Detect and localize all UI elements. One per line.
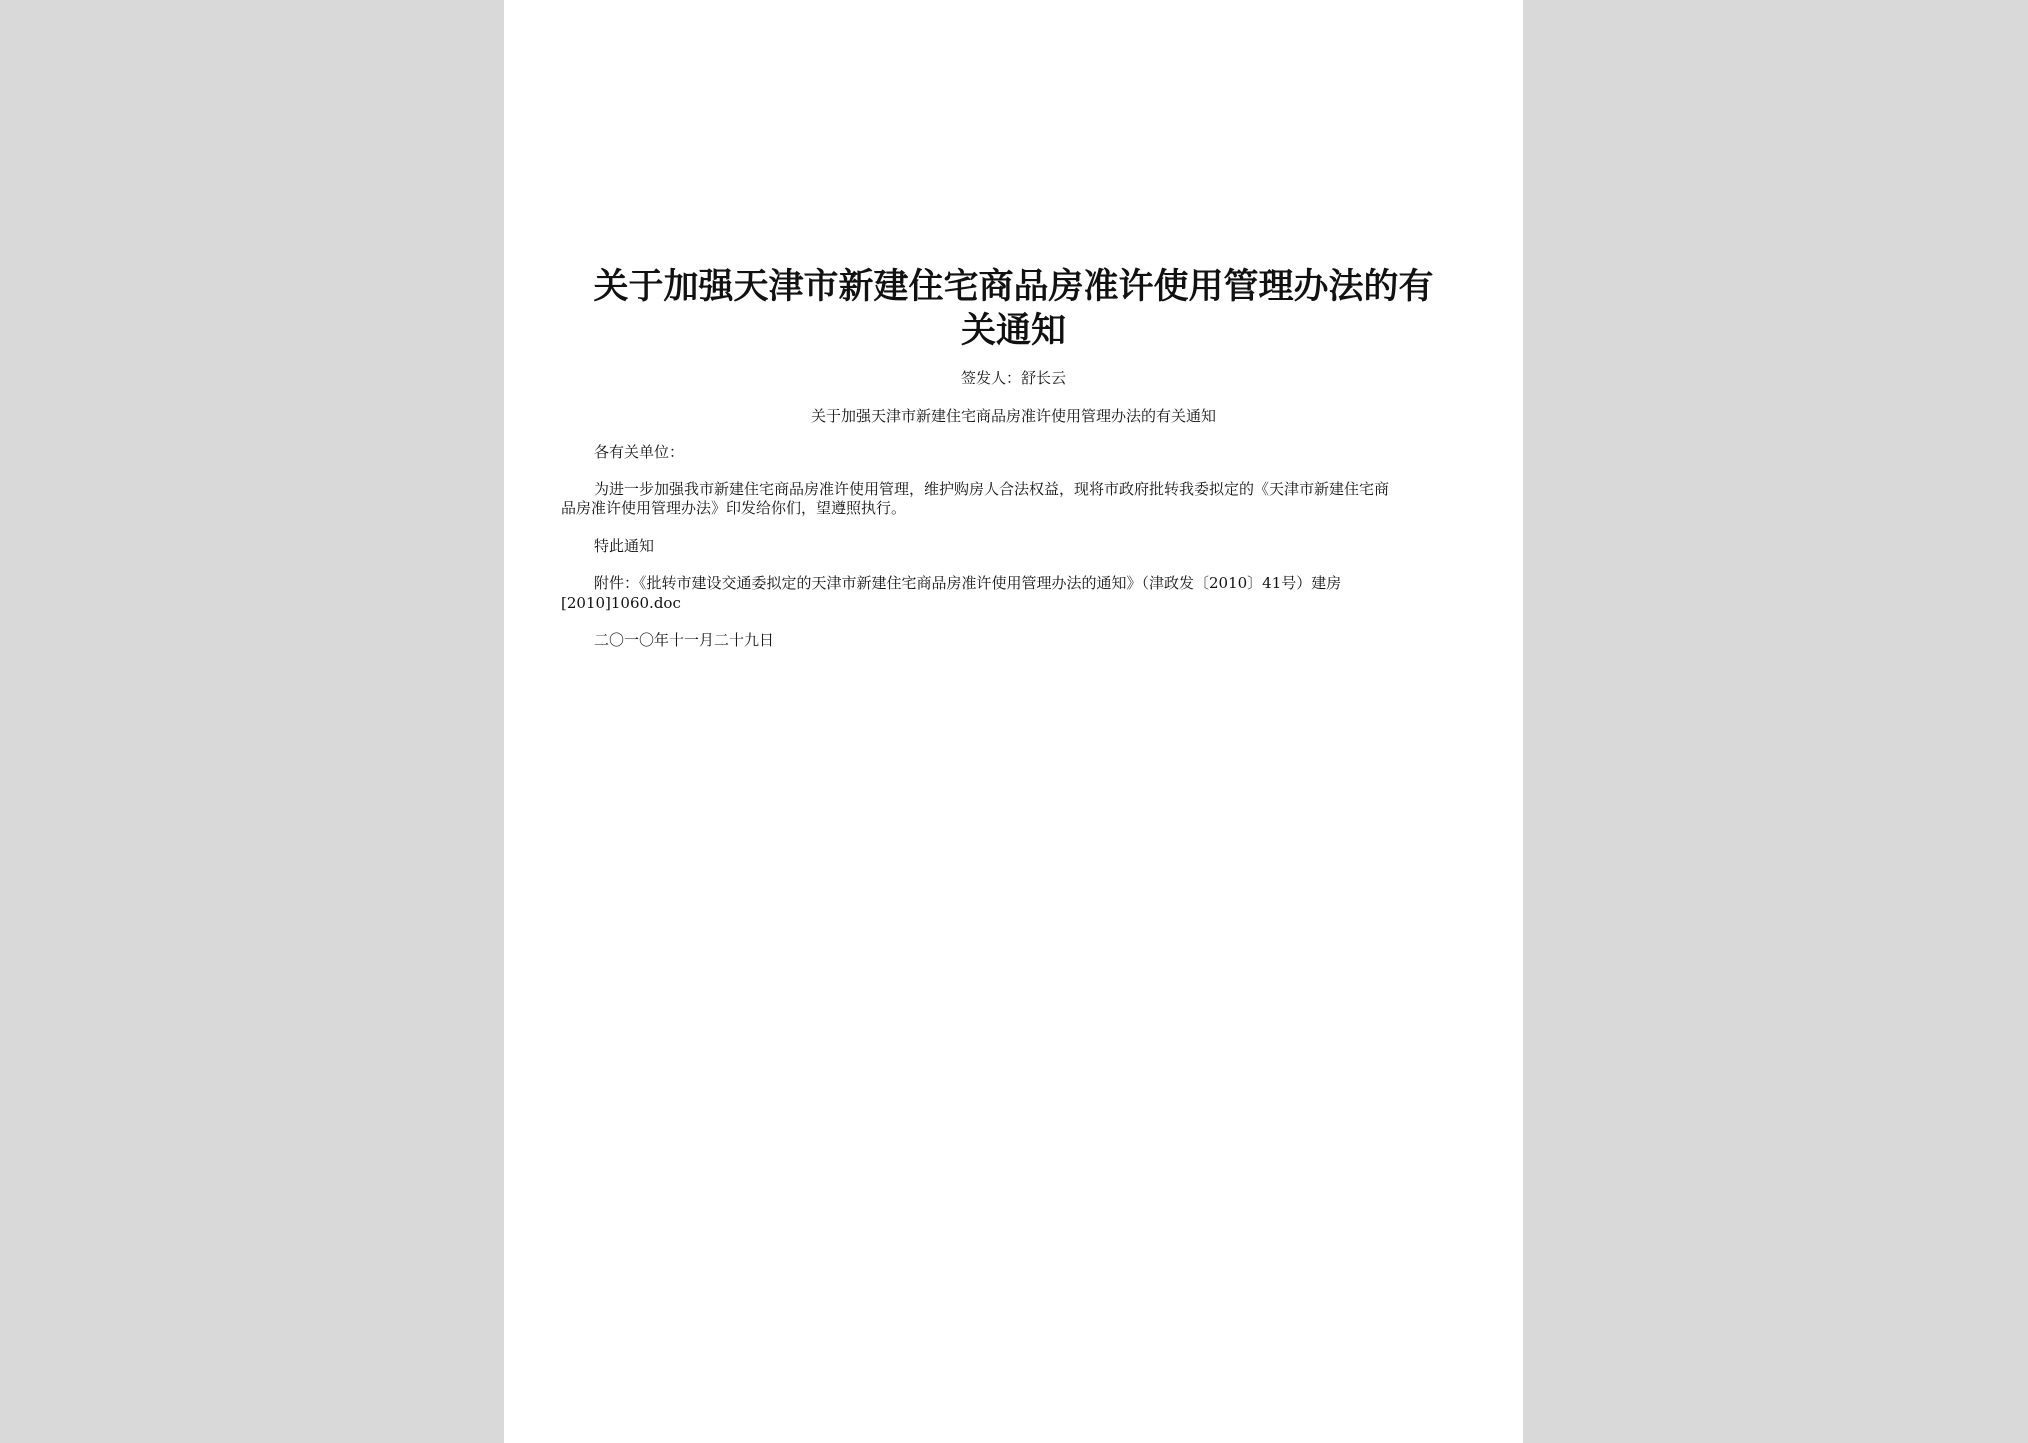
document-subtitle: 关于加强天津市新建住宅商品房准许使用管理办法的有关通知 (810, 407, 1216, 425)
notice-line: 特此通知 (594, 537, 655, 555)
document-date: 二〇一〇年十一月二十九日 (594, 631, 775, 649)
salutation: 各有关单位： (594, 443, 685, 461)
body-paragraph-line2: 品房准许使用管理办法》印发给你们，望遵照执行。 (561, 499, 907, 517)
signer-line: 签发人：舒长云 (960, 369, 1066, 387)
document-page (504, 0, 1523, 1443)
attachment-line2[interactable]: [2010]1060.doc (561, 594, 681, 612)
attachment-line1[interactable]: 附件：《批转市建设交通委拟定的天津市新建住宅商品房准许使用管理办法的通知》（津政发〔2010〕41号）建房 (594, 574, 1342, 592)
body-paragraph-line1: 为进一步加强我市新建住宅商品房准许使用管理，维护购房人合法权益，现将市政府批转我委拟定的《天津市新建住宅商 (594, 480, 1390, 498)
document-title-line2: 关通知 (960, 310, 1066, 351)
document-title-line1: 关于加强天津市新建住宅商品房准许使用管理办法的有 (593, 266, 1434, 307)
